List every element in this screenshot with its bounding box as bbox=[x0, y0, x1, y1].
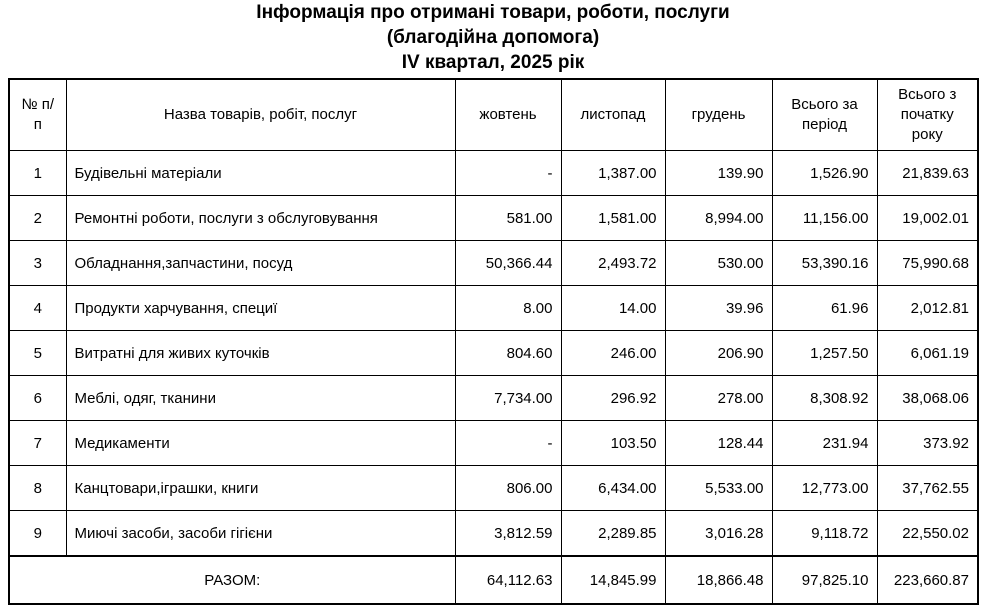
row-december: 3,016.28 bbox=[665, 511, 772, 557]
row-december: 278.00 bbox=[665, 376, 772, 421]
total-november: 14,845.99 bbox=[561, 556, 665, 604]
row-ytd-total: 75,990.68 bbox=[877, 241, 978, 286]
total-october: 64,112.63 bbox=[455, 556, 561, 604]
row-december: 128.44 bbox=[665, 421, 772, 466]
row-ytd-total: 373.92 bbox=[877, 421, 978, 466]
row-ytd-total: 22,550.02 bbox=[877, 511, 978, 557]
report-subtitle: (благодійна допомога) bbox=[386, 27, 600, 48]
table-row bbox=[9, 196, 978, 241]
row-period-total: 11,156.00 bbox=[772, 196, 877, 241]
table-row bbox=[9, 151, 978, 196]
row-period-total: 53,390.16 bbox=[772, 241, 877, 286]
row-november: 246.00 bbox=[561, 331, 665, 376]
report-title-block bbox=[0, 0, 986, 78]
row-ytd-total: 38,068.06 bbox=[877, 376, 978, 421]
row-november: 6,434.00 bbox=[561, 466, 665, 511]
row-name: Продукти харчування, специї bbox=[66, 286, 455, 331]
row-october: 3,812.59 bbox=[455, 511, 561, 557]
row-december: 206.90 bbox=[665, 331, 772, 376]
row-period-total: 8,308.92 bbox=[772, 376, 877, 421]
row-october: 50,366.44 bbox=[455, 241, 561, 286]
row-num: 3 bbox=[9, 241, 66, 286]
row-num: 4 bbox=[9, 286, 66, 331]
col-header-name: Назва товарів, робіт, послуг bbox=[66, 79, 455, 151]
row-november: 103.50 bbox=[561, 421, 665, 466]
row-december: 39.96 bbox=[665, 286, 772, 331]
table-row bbox=[9, 241, 978, 286]
row-name: Ремонтні роботи, послуги з обслуговування bbox=[66, 196, 455, 241]
row-num: 9 bbox=[9, 511, 66, 557]
row-name: Канцтовари,іграшки, книги bbox=[66, 466, 455, 511]
col-header-num: № п/п bbox=[9, 79, 66, 151]
row-november: 2,289.85 bbox=[561, 511, 665, 557]
table-row bbox=[9, 511, 978, 557]
row-num: 7 bbox=[9, 421, 66, 466]
row-december: 139.90 bbox=[665, 151, 772, 196]
report-table bbox=[8, 78, 979, 605]
row-name: Меблі, одяг, тканини bbox=[66, 376, 455, 421]
row-ytd-total: 19,002.01 bbox=[877, 196, 978, 241]
row-name: Миючі засоби, засоби гігієни bbox=[66, 511, 455, 557]
row-october: 806.00 bbox=[455, 466, 561, 511]
total-ytd: 223,660.87 bbox=[877, 556, 978, 604]
table-row bbox=[9, 286, 978, 331]
row-ytd-total: 37,762.55 bbox=[877, 466, 978, 511]
total-period: 97,825.10 bbox=[772, 556, 877, 604]
header-row bbox=[9, 79, 978, 151]
row-december: 8,994.00 bbox=[665, 196, 772, 241]
row-october: 804.60 bbox=[455, 331, 561, 376]
total-december: 18,866.48 bbox=[665, 556, 772, 604]
row-name: Обладнання,запчастини, посуд bbox=[66, 241, 455, 286]
col-header-period-total: Всього за період bbox=[772, 79, 877, 151]
row-period-total: 9,118.72 bbox=[772, 511, 877, 557]
report-period: IV квартал, 2025 рік bbox=[401, 52, 585, 73]
row-december: 530.00 bbox=[665, 241, 772, 286]
row-october: 581.00 bbox=[455, 196, 561, 241]
row-num: 6 bbox=[9, 376, 66, 421]
row-period-total: 1,526.90 bbox=[772, 151, 877, 196]
row-name: Витратні для живих куточків bbox=[66, 331, 455, 376]
row-october: - bbox=[455, 421, 561, 466]
row-name: Будівельні матеріали bbox=[66, 151, 455, 196]
table-row bbox=[9, 466, 978, 511]
col-header-december: грудень bbox=[665, 79, 772, 151]
row-november: 2,493.72 bbox=[561, 241, 665, 286]
table-row bbox=[9, 421, 978, 466]
row-november: 14.00 bbox=[561, 286, 665, 331]
row-october: 8.00 bbox=[455, 286, 561, 331]
table-row bbox=[9, 331, 978, 376]
row-ytd-total: 2,012.81 bbox=[877, 286, 978, 331]
row-num: 2 bbox=[9, 196, 66, 241]
row-period-total: 1,257.50 bbox=[772, 331, 877, 376]
row-ytd-total: 6,061.19 bbox=[877, 331, 978, 376]
row-period-total: 61.96 bbox=[772, 286, 877, 331]
total-label: РАЗОМ: bbox=[9, 556, 455, 604]
col-header-october: жовтень bbox=[455, 79, 561, 151]
total-row bbox=[9, 556, 978, 604]
col-header-ytd-total: Всього з початку року bbox=[877, 79, 978, 151]
row-november: 1,387.00 bbox=[561, 151, 665, 196]
row-october: - bbox=[455, 151, 561, 196]
row-name: Медикаменти bbox=[66, 421, 455, 466]
row-december: 5,533.00 bbox=[665, 466, 772, 511]
row-november: 1,581.00 bbox=[561, 196, 665, 241]
report-title: Інформація про отримані товари, роботи, послуги bbox=[256, 2, 730, 23]
row-num: 1 bbox=[9, 151, 66, 196]
row-ytd-total: 21,839.63 bbox=[877, 151, 978, 196]
row-num: 5 bbox=[9, 331, 66, 376]
row-october: 7,734.00 bbox=[455, 376, 561, 421]
row-period-total: 231.94 bbox=[772, 421, 877, 466]
row-num: 8 bbox=[9, 466, 66, 511]
table-row bbox=[9, 376, 978, 421]
row-period-total: 12,773.00 bbox=[772, 466, 877, 511]
row-november: 296.92 bbox=[561, 376, 665, 421]
col-header-november: листопад bbox=[561, 79, 665, 151]
